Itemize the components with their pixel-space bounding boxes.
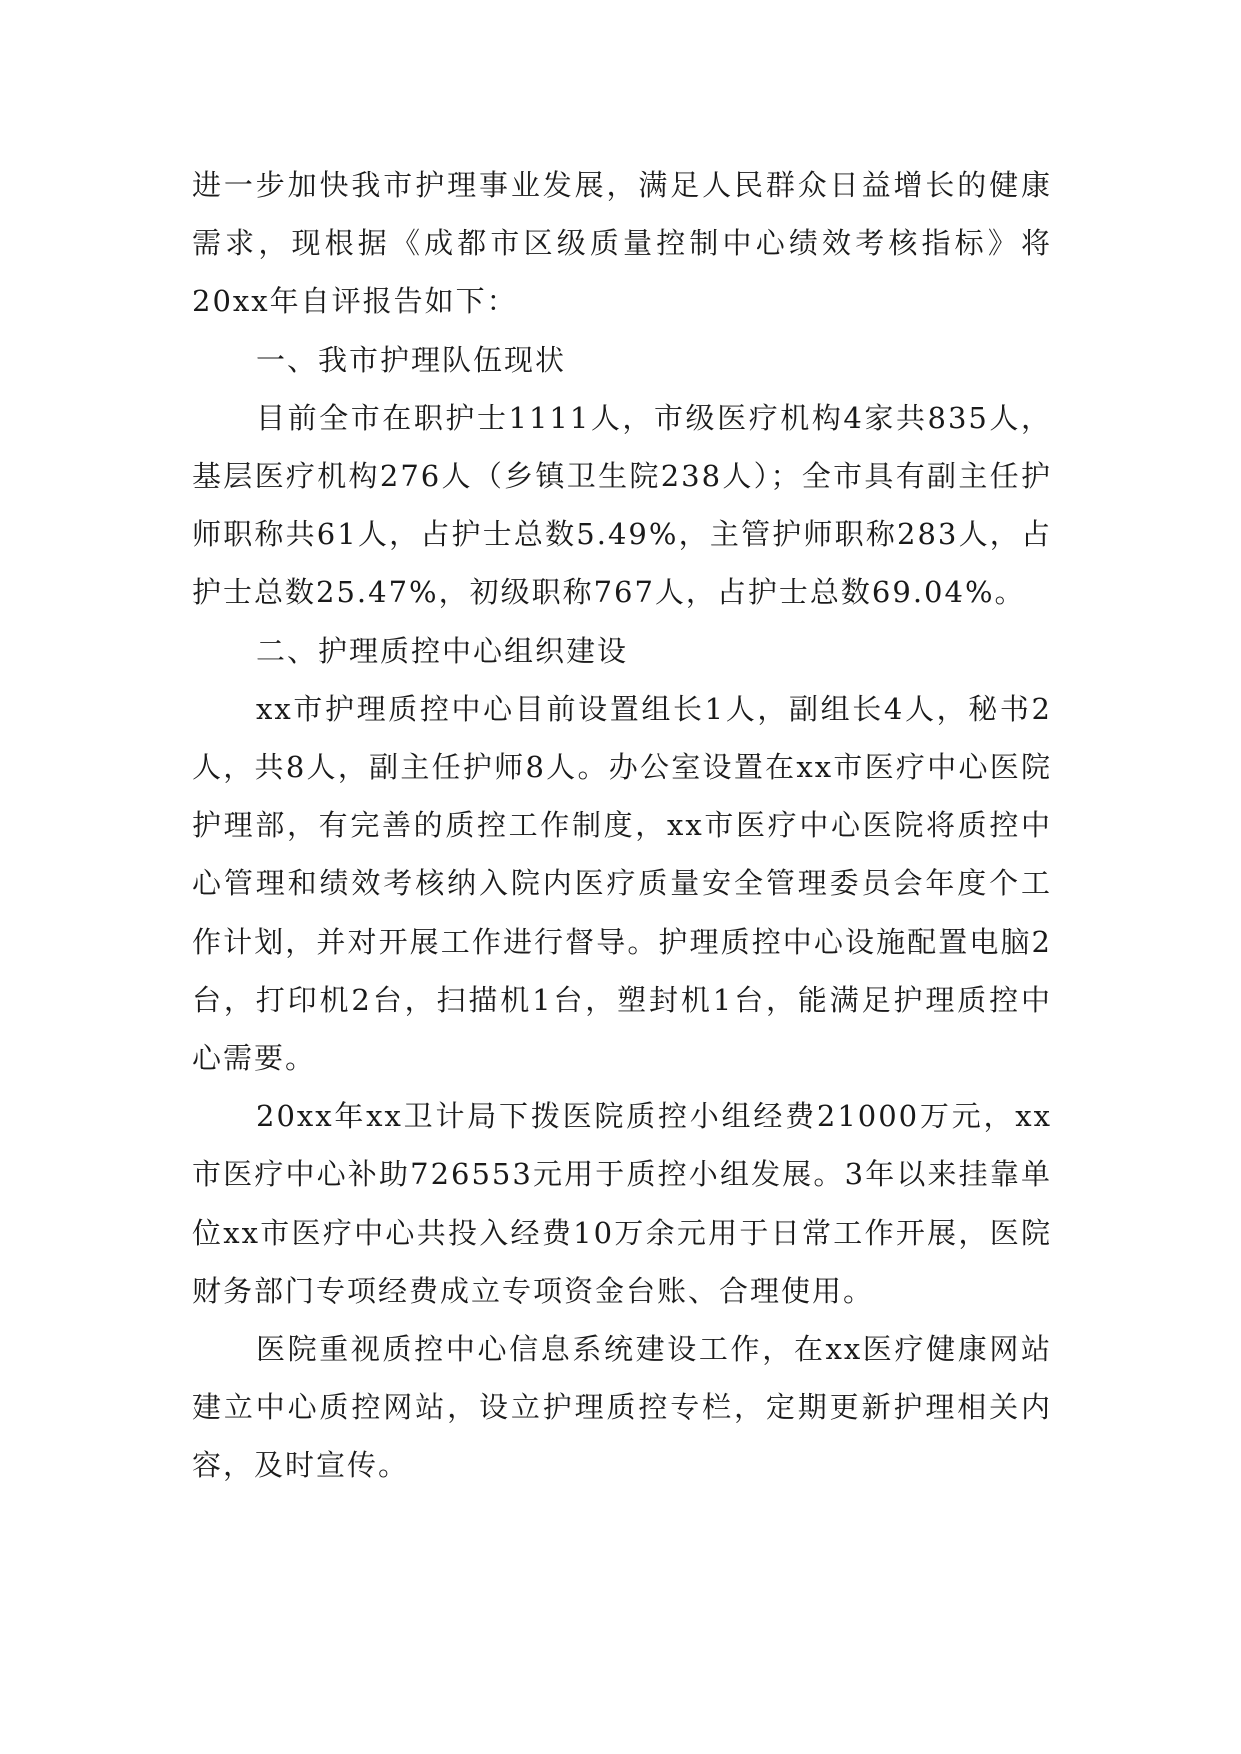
information-system-paragraph: 医院重视质控中心信息系统建设工作，在xx医疗健康网站建立中心质控网站，设立护理质控专栏，定期更新护理相关内容，及时宣传。	[192, 1332, 1052, 1483]
organization-paragraph: xx市护理质控中心目前设置组长1人，副组长4人，秘书2人，共8人，副主任护师8人。办公室设置在xx市医疗中心医院护理部，有完善的质控工作制度，xx市医疗中心医院将质控中心管理和绩效考核纳入院内医疗质量安全管理委员会年度个工作计划，并对开展工作进行督导。护理质控中心设施配置电脑2台，打印机2台，扫描机1台，塑封机1台，能满足护理质控中心需要。	[192, 691, 1052, 1076]
funding-paragraph: 20xx年xx卫计局下拨医院质控小组经费21000万元，xx市医疗中心补助726553元用于质控小组发展。3年以来挂靠单位xx市医疗中心共投入经费10万余元用于日常工作开展，医院财务部门专项经费成立专项资金台账、合理使用。	[192, 1099, 1052, 1308]
document-body	[192, 156, 1052, 1495]
section-heading-2: 二、护理质控中心组织建设	[256, 633, 629, 668]
section-heading-1: 一、我市护理队伍现状	[256, 342, 567, 377]
staff-status-paragraph: 目前全市在职护士1111人，市级医疗机构4家共835人，基层医疗机构276人（乡镇卫生院238人）；全市具有副主任护师职称共61人，占护士总数5.49%，主管护师职称283人，占护士总数25.47%，初级职称767人，占护士总数69.04%。	[192, 400, 1052, 610]
intro-paragraph: 进一步加快我市护理事业发展，满足人民群众日益增长的健康需求，现根据《成都市区级质量控制中心绩效考核指标》将20xx年自评报告如下：	[192, 168, 1052, 319]
